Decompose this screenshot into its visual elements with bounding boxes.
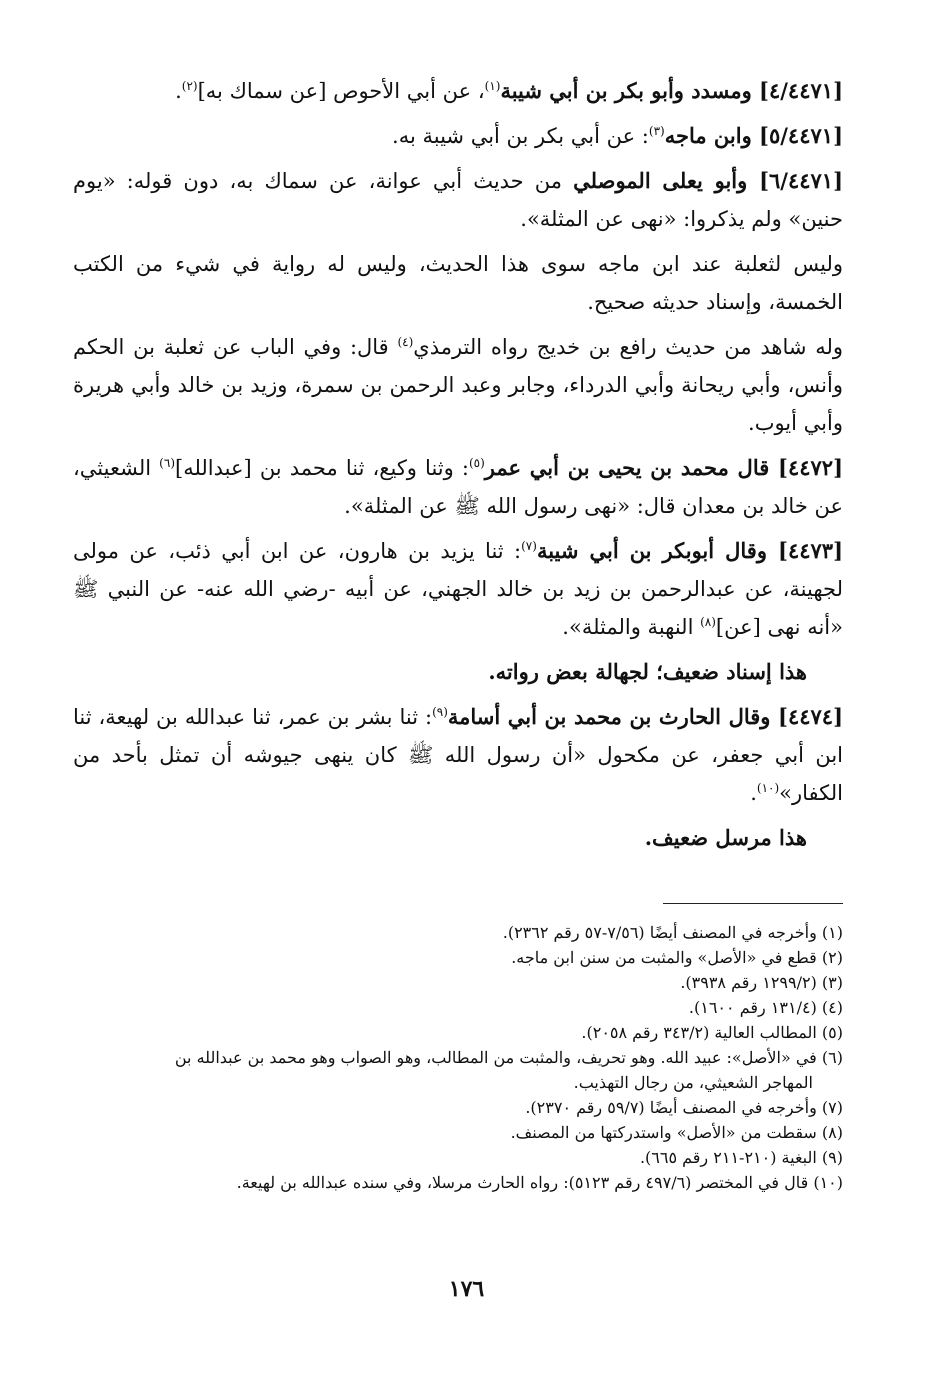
grading-note: هذا إسناد ضعيف؛ لجهالة بعض رواته. xyxy=(488,659,807,684)
footnotes xyxy=(73,920,843,1195)
hadith-text: ، عن أبي الأحوص [عن سماك به] xyxy=(197,79,485,103)
footnote-continuation: المهاجر الشعيثي، من رجال التهذيب. xyxy=(573,1073,813,1092)
hadith-text-tail: . xyxy=(750,781,757,805)
hadith-ref: [٤/٤٤٧١] xyxy=(759,78,843,103)
footnote: (٩) البغية (٢١٠-٢١١ رقم ٦٦٥). xyxy=(639,1148,843,1167)
footnote-ref: (٢) xyxy=(181,79,198,93)
footnote-ref: (٣) xyxy=(648,124,665,138)
footnote-ref: (٧) xyxy=(521,539,537,553)
footnote: (٨) سقطت من «الأصل» واستدركتها من المصنف. xyxy=(510,1123,843,1142)
commentary-text-tail: قال: وفي الباب عن ثعلبة بن الحكم وأنس، وأبي ريحانة وأبي الدرداء، وجابر وعبد الرحمن بن سمرة، وزيد بن خالد وأبي هريرة وأبي أيوب. xyxy=(73,335,843,435)
hadith-4471-6 xyxy=(73,162,843,238)
footnote-divider xyxy=(663,903,843,904)
hadith-ref: [٤٤٧٣] xyxy=(778,538,843,563)
hadith-ref: [٤٤٧٢] xyxy=(778,455,843,480)
hadith-text: من حديث أبي عوانة، عن سماك به، دون قوله: «يوم حنين» ولم يذكروا: «نهى عن المثلة». xyxy=(73,169,843,231)
hadith-ref: [٦/٤٤٧١] xyxy=(759,168,844,193)
main-text xyxy=(73,72,843,864)
hadith-text: : ثنا بشر بن عمر، ثنا عبدالله بن لهيعة، ثنا ابن أبي جعفر، عن مكحول «أن رسول الله ﷺ كان ينهى جيوشه أن تمثل بأحد من الكفار» xyxy=(73,705,843,805)
hadith-ref: [٤٤٧٤] xyxy=(778,704,844,729)
footnote-ref: (١٠) xyxy=(756,781,780,795)
hadith-4473 xyxy=(73,532,843,646)
commentary-text: وليس لثعلبة عند ابن ماجه سوى هذا الحديث، وليس له رواية في شيء من الكتب الخمسة، وإسناد حديثه صحيح. xyxy=(73,252,843,314)
commentary-text: وله شاهد من حديث رافع بن خديج رواه الترمذي xyxy=(413,335,843,359)
hadith-text: : ثنا يزيد بن هارون، عن ابن أبي ذئب، عن مولى لجهينة، عن عبدالرحمن بن زيد بن خالد الجهني، عن أبيه -رضي الله عنه- عن النبي ﷺ «أنه نهى [عن] xyxy=(73,539,843,639)
hadith-4471-5 xyxy=(73,117,843,155)
page-number: ١٧٦ xyxy=(448,1276,485,1302)
narrator: وأبو يعلى الموصلي xyxy=(573,168,760,193)
footnote-ref: (٤) xyxy=(397,335,414,349)
footnote-ref: (٦) xyxy=(159,456,175,470)
hadith-4471-4 xyxy=(73,72,843,110)
hadith-text: : عن أبي بكر بن أبي شيبة به. xyxy=(392,124,649,148)
hadith-text-tail: . xyxy=(175,79,182,103)
footnote: (٦) في «الأصل»: عبيد الله. وهو تحريف، والمثبت من المطالب، وهو الصواب وهو محمد بن عبدالله بن xyxy=(174,1048,843,1067)
footnote: (٧) وأخرجه في المصنف أيضًا (٥٩/٧ رقم ٢٣٧٠). xyxy=(525,1098,843,1117)
narrator: قال محمد بن يحيى بن أبي عمر xyxy=(484,455,778,480)
footnote: (٣) (١٢٩٩/٢ رقم ٣٩٣٨). xyxy=(680,973,843,992)
footnote-ref: (٨) xyxy=(700,615,716,629)
footnote-ref: (٥) xyxy=(468,456,485,470)
hadith-text: : وثنا وكيع، ثنا محمد بن [عبدالله] xyxy=(175,456,469,480)
footnote: (١) وأخرجه في المصنف أيضًا (٧/٥٦-٥٧ رقم ٢٣٦٢). xyxy=(502,923,843,942)
hadith-text-tail: الشعيثي، عن خالد بن معدان قال: «نهى رسول الله ﷺ عن المثلة». xyxy=(73,456,843,518)
footnote-ref: (١) xyxy=(484,79,501,93)
narrator: ومسدد وأبو بكر بن أبي شيبة xyxy=(500,78,760,103)
hadith-4472 xyxy=(73,449,843,525)
hadith-ref: [٥/٤٤٧١] xyxy=(759,123,843,148)
grading-note: هذا مرسل ضعيف. xyxy=(644,825,807,850)
narrator: وقال أبوبكر بن أبي شيبة xyxy=(536,538,778,563)
footnote: (٢) قطع في «الأصل» والمثبت من سنن ابن ماجه. xyxy=(511,948,843,967)
footnote-ref: (٩) xyxy=(432,705,448,719)
narrator: وابن ماجه xyxy=(664,123,760,148)
footnote: (٥) المطالب العالية (٣٤٣/٢ رقم ٢٠٥٨). xyxy=(581,1023,843,1042)
hadith-text-tail: النهبة والمثلة». xyxy=(562,615,701,639)
witness-paragraph xyxy=(73,328,843,442)
footnote: (٤) (١٣١/٤ رقم ١٦٠٠). xyxy=(688,998,843,1017)
narrator: وقال الحارث بن محمد بن أبي أسامة xyxy=(447,704,779,729)
hadith-4474 xyxy=(73,698,843,812)
footnote: (١٠) قال في المختصر (٤٩٧/٦ رقم ٥١٢٣): رواه الحارث مرسلا، وفي سنده عبدالله بن لهيعة. xyxy=(236,1173,843,1192)
commentary-paragraph xyxy=(73,245,843,321)
